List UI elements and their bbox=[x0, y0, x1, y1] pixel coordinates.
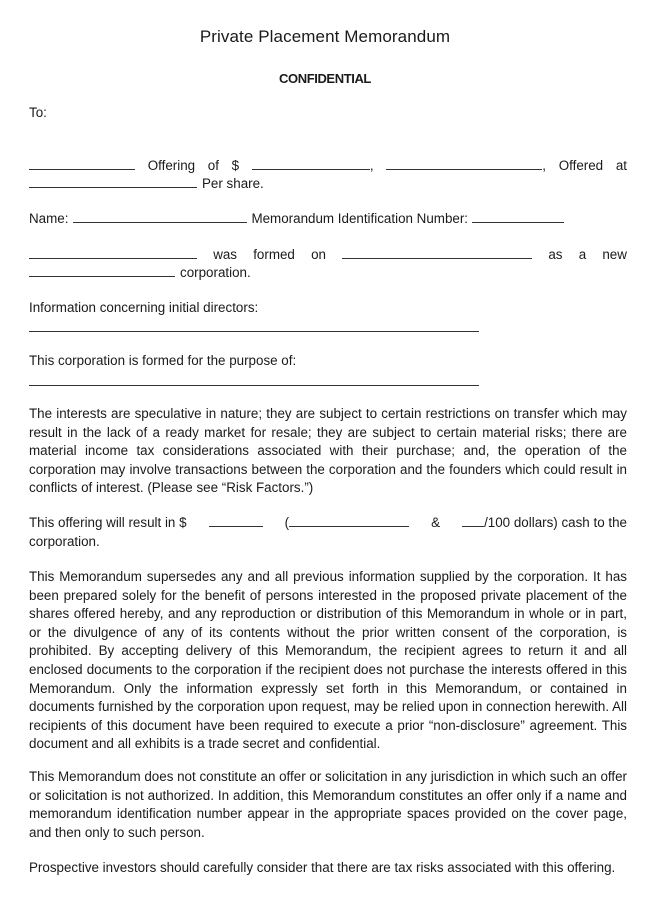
purpose-field[interactable] bbox=[29, 385, 479, 386]
name-line bbox=[29, 211, 627, 226]
cents-field[interactable] bbox=[462, 525, 484, 527]
offering-units-field[interactable] bbox=[386, 168, 542, 170]
on-label: on bbox=[311, 247, 326, 262]
offering-result-line bbox=[29, 515, 627, 530]
offering-line bbox=[29, 158, 627, 173]
ampersand: & bbox=[431, 515, 441, 530]
to-label: To: bbox=[29, 105, 47, 120]
price-per-share-field[interactable] bbox=[29, 186, 197, 188]
purpose-label: This corporation is formed for the purpose of: bbox=[29, 353, 297, 368]
document-title: Private Placement Memorandum bbox=[199, 27, 451, 46]
hundredths-label: /100 dollars) cash to the bbox=[484, 515, 627, 530]
memorandum-id-label: Memorandum Identification Number: bbox=[251, 211, 469, 226]
per-share-line bbox=[29, 176, 627, 191]
comma: , bbox=[542, 158, 546, 173]
offered-label: Offered bbox=[558, 158, 604, 173]
dollar-sign: $ bbox=[231, 158, 240, 173]
a-label: a bbox=[578, 247, 587, 262]
per-share-label: Per share. bbox=[202, 176, 264, 191]
paren-open: ( bbox=[284, 515, 290, 530]
initial-directors-field[interactable] bbox=[29, 331, 479, 332]
formed-label: formed bbox=[253, 247, 295, 262]
of-label: of bbox=[207, 158, 219, 173]
memorandum-id-field[interactable] bbox=[472, 221, 564, 223]
speculative-paragraph: The interests are speculative in nature; they are subject to certain restrictions on transfer which may result in the lack of a ready market for resale; they are subject to certain material risks; there are material income tax considerations associated with their purchase; and, the operation of the corporation may involve transactions between the corporation and the founders which could result in conflicts of interest. (Please see “Risk Factors.”) bbox=[29, 406, 627, 496]
formed-line bbox=[29, 247, 627, 262]
as-label: as bbox=[548, 247, 563, 262]
state-field[interactable] bbox=[29, 275, 175, 277]
result-corporation-label: corporation. bbox=[29, 534, 100, 549]
at-label: at bbox=[615, 158, 627, 173]
name-label: Name: bbox=[29, 211, 69, 226]
cash-words-field[interactable] bbox=[289, 525, 409, 527]
formation-date-field[interactable] bbox=[342, 257, 532, 259]
comma: , bbox=[369, 158, 374, 173]
corporation-name-field[interactable] bbox=[29, 257, 197, 259]
corporation-label: corporation. bbox=[180, 265, 251, 280]
tax-risks-paragraph: Prospective investors should carefully consider that there are tax risks associated with this offering. bbox=[29, 860, 616, 875]
new-label: new bbox=[602, 247, 627, 262]
offering-name-field[interactable] bbox=[29, 168, 135, 170]
initial-directors-label: Information concerning initial directors: bbox=[29, 300, 259, 315]
supersedes-paragraph: This Memorandum supersedes any and all previous information supplied by the corporation. It has been prepared solely for the benefit of persons interested in the proposed private placement of the shares offered hereby, and any reproduction or distribution of this Memorandum in whole or in part, or the divulgence of any of its contents without the prior written consent of the corporation, is prohibited. By accepting delivery of this Memorandum, the recipient agrees to return it and all enclosed documents to the corporation if the recipient does not purchase the interests offered in this Memorandum. Only the information expressly set forth in this Memorandum, or contained in documents furnished by the corporation upon request, may be relied upon in connection herewith. All recipients of this document have been required to execute a prior “non-disclosure” agreement. This document and all exhibits is a trade secret and confidential. bbox=[29, 569, 627, 752]
offering-amount-field[interactable] bbox=[252, 168, 370, 170]
recipient-name-field[interactable] bbox=[73, 221, 247, 223]
was-label: was bbox=[213, 247, 238, 262]
cash-amount-field[interactable] bbox=[209, 525, 263, 527]
corporation-line bbox=[29, 265, 627, 280]
not-offer-paragraph: This Memorandum does not constitute an offer or solicitation in any jurisdiction in which such an offer or solicitation is not authorized. In addition, this Memorandum constitutes an offer only if a name and memorandum identification number appear in the appropriate spaces provided on the cover page, and then only to such person. bbox=[29, 769, 627, 840]
confidential-heading: CONFIDENTIAL bbox=[279, 71, 371, 86]
offering-result-prefix: This offering will result in $ bbox=[29, 515, 187, 530]
offering-label: Offering bbox=[147, 158, 196, 173]
